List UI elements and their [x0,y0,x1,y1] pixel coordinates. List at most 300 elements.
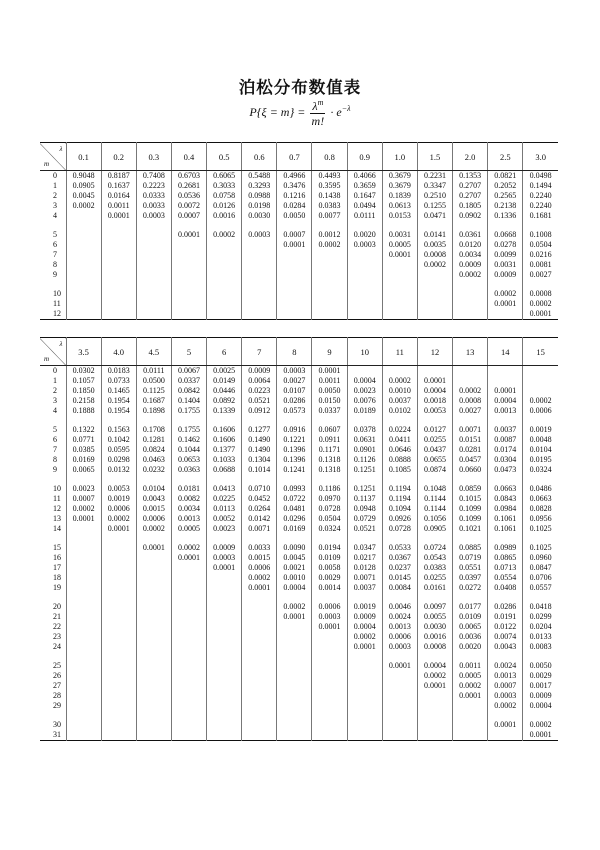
gap-cell [66,711,101,720]
formula-numerator [310,96,325,114]
gap-cell [136,475,171,484]
probability-cell: 0.1194 [382,494,417,504]
probability-cell [382,671,417,681]
probability-cell [277,632,312,642]
probability-cell: 0.0847 [529,563,552,572]
gap-cell [101,652,136,661]
probability-cell: 0.0001 [529,309,552,318]
probability-cell: 0.0072 [171,201,206,211]
probability-cell: 0.1094 [382,504,417,514]
probability-cell: 0.0002 [382,376,417,386]
m-value: 5 [40,425,66,435]
probability-cell: 0.1404 [171,396,206,406]
probability-cell [453,701,488,711]
probability-cell: 0.1048 [417,484,452,494]
probability-cell [101,632,136,642]
probability-cell [207,632,242,642]
gap-cell [242,416,277,425]
table-row [40,230,558,240]
gap-cell [207,652,242,661]
group-gap [40,221,558,230]
probability-cell: 0.0001 [207,563,242,573]
probability-cell: 0.0007 [171,211,206,221]
gap-cell [417,534,452,543]
poisson-formula [0,96,600,130]
probability-cell: 0.0004 [417,661,452,671]
probability-cell: 0.3659 [347,181,382,191]
probability-cell [171,563,206,573]
probability-cell: 0.0471 [417,211,452,221]
probability-cell [66,563,101,573]
probability-cell: 0.0104 [136,484,171,494]
probability-cell: 0.0223 [242,386,277,396]
probability-cell: 0.0004 [277,583,312,593]
probability-cell: 0.0019 [529,425,552,434]
probability-cell: 0.4066 [347,171,382,182]
probability-cell: 0.0002 [453,386,488,396]
header-row [40,338,558,366]
lambda-header: 1.0 [382,143,417,171]
probability-cell: 0.0023 [207,524,242,534]
gap-cell [453,534,488,543]
corner-cell [40,338,66,366]
probability-cell: 0.0009 [453,260,488,270]
probability-cell: 0.0408 [488,583,523,593]
gap-cell [382,711,417,720]
table-row [40,612,558,622]
probability-cell [417,701,452,711]
probability-cell [171,632,206,642]
probability-cell: 0.1647 [347,191,382,201]
corner-m-label: m [44,355,50,363]
probability-cell: 0.0337 [171,376,206,386]
probability-cell: 0.1014 [242,465,277,475]
gap-cell [40,475,66,484]
probability-cell [207,289,242,299]
gap-cell [101,711,136,720]
probability-cell: 0.0183 [101,366,136,377]
probability-cell: 0.0005 [382,240,417,250]
probability-cell: 0.0002 [529,396,552,405]
probability-cell: 0.0278 [488,240,523,250]
probability-cell [242,612,277,622]
lambda-header: 5 [171,338,206,366]
probability-cell [382,701,417,711]
probability-cell: 0.0071 [347,573,382,583]
lambda-header: 10 [347,338,382,366]
probability-cell: 0.0006 [101,504,136,514]
probability-cell: 0.0413 [207,484,242,494]
probability-cell: 0.0905 [417,524,452,534]
probability-cell: 0.0001 [171,553,206,563]
gap-cell [488,416,523,425]
probability-cell: 0.0926 [382,514,417,524]
gap-cell [101,475,136,484]
probability-cell [136,260,171,270]
m-value: 30 [40,720,66,730]
probability-cell: 0.1056 [417,514,452,524]
probability-cell: 0.0002 [347,632,382,642]
probability-cell: 0.1490 [242,435,277,445]
table-row [40,201,558,211]
probability-cell: 0.3679 [382,171,417,182]
probability-cell: 0.0993 [277,484,312,494]
probability-cell: 0.0722 [277,494,312,504]
probability-cell: 0.0024 [488,661,523,671]
probability-cell [66,612,101,622]
probability-cell: 0.0498 [529,171,552,180]
corner-cell [40,143,66,171]
probability-cell: 0.1755 [171,406,206,416]
probability-cell: 0.0217 [347,553,382,563]
probability-cell: 0.0418 [529,602,552,611]
probability-cell [277,701,312,711]
probability-cell [136,230,171,240]
probability-cell: 0.0002 [529,299,552,308]
gap-cell [101,416,136,425]
group-gap [40,711,558,720]
probability-cell: 0.0011 [101,201,136,211]
probability-cell: 0.1318 [312,465,347,475]
probability-cell [171,671,206,681]
probability-cell [101,260,136,270]
probability-cell: 0.0074 [488,632,523,642]
probability-cell: 0.0008 [453,396,488,406]
probability-cell: 0.0009 [207,543,242,553]
probability-cell: 0.0367 [382,553,417,563]
probability-cell [136,691,171,701]
probability-cell: 0.0002 [136,524,171,534]
probability-cell: 0.2510 [417,191,452,201]
table-row [40,543,558,553]
probability-cell: 0.1954 [101,406,136,416]
gap-cell [382,475,417,484]
probability-cell: 0.0009 [242,366,277,377]
probability-cell: 0.1126 [347,455,382,465]
probability-cell: 0.0970 [312,494,347,504]
probability-cell: 0.0003 [382,642,417,652]
probability-cell: 0.0255 [417,435,452,445]
gap-cell [66,475,101,484]
probability-cell: 0.0029 [312,573,347,583]
gap-cell [171,593,206,602]
probability-cell: 0.1015 [453,494,488,504]
probability-cell: 0.1186 [312,484,347,494]
gap-cell [40,711,66,720]
probability-cell: 0.0557 [529,583,552,592]
probability-cell: 0.0004 [488,396,523,406]
m-value: 24 [40,642,66,652]
gap-cell [523,593,558,602]
probability-cell [101,543,136,553]
probability-cell [136,270,171,280]
probability-cell [207,309,242,320]
probability-cell: 0.0053 [101,484,136,494]
probability-cell [101,622,136,632]
gap-cell [40,593,66,602]
group-gap [40,280,558,289]
probability-cell: 0.0002 [488,289,523,299]
gap-cell [242,475,277,484]
gap-cell [488,711,523,720]
gap-cell [207,534,242,543]
probability-cell: 0.0001 [242,583,277,593]
table-row [40,642,558,652]
probability-cell [136,632,171,642]
gap-cell [101,280,136,289]
probability-cell [347,309,382,320]
m-value: 0 [40,366,66,377]
probability-cell: 0.0892 [207,396,242,406]
probability-cell: 0.0027 [277,376,312,386]
table-row [40,366,558,377]
probability-cell [136,701,171,711]
probability-cell [207,602,242,612]
m-value: 3 [40,396,66,406]
probability-cell: 0.1277 [242,425,277,435]
probability-cell: 0.0843 [488,494,523,504]
gap-cell [312,593,347,602]
m-value: 6 [40,435,66,445]
probability-cell: 0.2231 [417,171,452,182]
probability-cell [66,211,101,221]
probability-cell [207,701,242,711]
probability-cell [66,309,101,320]
group-gap [40,475,558,484]
probability-cell: 0.0002 [101,514,136,524]
probability-cell: 0.1462 [171,435,206,445]
table-row [40,465,558,475]
probability-cell: 0.0064 [242,376,277,386]
probability-cell: 0.0002 [453,681,488,691]
probability-cell: 0.0177 [453,602,488,612]
gap-cell [207,221,242,230]
probability-cell: 0.0988 [242,191,277,201]
probability-cell: 0.1606 [207,425,242,435]
probability-cell: 0.0001 [488,386,523,396]
probability-cell [488,366,523,377]
lambda-header: 0.3 [136,143,171,171]
probability-cell: 0.1490 [242,445,277,455]
probability-cell: 0.0719 [453,553,488,563]
probability-cell: 0.1085 [382,465,417,475]
probability-cell [207,730,242,741]
gap-cell [417,416,452,425]
gap-cell [382,280,417,289]
probability-cell [66,602,101,612]
probability-cell [417,730,452,741]
probability-cell: 0.0153 [382,211,417,221]
probability-cell: 0.0037 [382,396,417,406]
probability-cell: 0.0013 [171,514,206,524]
probability-cell: 0.3293 [242,181,277,191]
probability-cell: 0.0655 [417,455,452,465]
probability-cell [171,260,206,270]
corner-m-label: m [44,160,50,168]
table-row [40,435,558,445]
probability-cell: 0.0010 [382,386,417,396]
probability-cell: 0.0001 [66,514,101,524]
probability-cell: 0.1137 [347,494,382,504]
probability-cell: 0.0045 [66,191,101,201]
probability-cell [312,701,347,711]
probability-cell: 0.0198 [242,201,277,211]
probability-cell: 0.0082 [171,494,206,504]
gap-cell [453,475,488,484]
gap-cell [312,711,347,720]
gap-cell [40,534,66,543]
probability-cell: 0.0385 [66,445,101,455]
lambda-header: 14 [488,338,523,366]
probability-cell: 0.0169 [66,455,101,465]
gap-cell [417,593,452,602]
probability-cell [347,730,382,741]
table-row [40,671,558,681]
probability-cell: 0.0842 [171,386,206,396]
gap-cell [171,221,206,230]
probability-cell: 0.0191 [488,612,523,622]
gap-cell [40,416,66,425]
probability-cell: 0.0956 [529,514,552,523]
gap-cell [523,416,558,425]
m-value: 20 [40,602,66,612]
probability-cell: 0.0111 [347,211,382,221]
probability-cell: 0.0002 [529,720,552,729]
probability-cell [66,524,101,534]
probability-cell: 0.0001 [417,681,452,691]
probability-cell: 0.0037 [347,583,382,593]
probability-cell: 0.0053 [417,406,452,416]
probability-cell: 0.0027 [529,270,552,279]
gap-cell [242,534,277,543]
probability-cell: 0.0046 [382,602,417,612]
gap-cell [488,652,523,661]
probability-cell [417,720,452,730]
probability-cell: 0.0003 [312,612,347,622]
probability-cell: 0.0706 [529,573,552,582]
probability-cell [242,691,277,701]
probability-cell: 0.0132 [101,465,136,475]
probability-cell: 0.1888 [66,406,101,416]
probability-cell: 0.0145 [382,573,417,583]
probability-cell: 0.0077 [312,211,347,221]
gap-cell [523,534,558,543]
probability-cell [347,260,382,270]
gap-cell [136,416,171,425]
probability-cell: 0.0001 [488,720,523,730]
probability-cell: 0.1221 [277,435,312,445]
probability-cell: 0.0486 [529,484,552,493]
gap-cell [488,475,523,484]
probability-cell: 0.0006 [136,514,171,524]
probability-cell: 0.0002 [417,260,452,270]
formula-denominator: m! [311,114,325,128]
probability-cell: 0.0521 [242,396,277,406]
m-value: 16 [40,553,66,563]
probability-cell: 0.0025 [207,366,242,377]
probability-cell [312,661,347,671]
probability-cell [523,376,558,386]
probability-cell: 0.0003 [347,240,382,250]
probability-cell: 0.0033 [136,201,171,211]
probability-cell: 0.0631 [347,435,382,445]
probability-cell: 0.0989 [488,543,523,553]
probability-cell [347,250,382,260]
m-value: 13 [40,514,66,524]
probability-cell: 0.0030 [417,622,452,632]
table-row [40,455,558,465]
probability-cell: 0.1042 [101,435,136,445]
table-row [40,514,558,524]
probability-cell: 0.0264 [242,504,277,514]
probability-cell [171,691,206,701]
probability-cell [277,309,312,320]
probability-cell: 0.1255 [417,201,452,211]
probability-cell: 0.0097 [417,602,452,612]
probability-cell [277,289,312,299]
probability-cell: 0.0002 [242,573,277,583]
probability-cell: 0.0284 [277,201,312,211]
gap-cell [277,416,312,425]
table-row [40,289,558,299]
m-value: 3 [40,201,66,211]
probability-cell: 0.0002 [312,240,347,250]
group-gap [40,652,558,661]
probability-cell [207,622,242,632]
probability-cell [312,309,347,320]
probability-cell [171,642,206,652]
probability-cell: 0.0113 [207,504,242,514]
probability-cell [207,260,242,270]
probability-cell: 0.0003 [488,691,523,701]
m-value: 12 [40,309,66,320]
gap-cell [382,534,417,543]
probability-cell [488,309,523,320]
probability-cell [66,622,101,632]
gap-cell [136,593,171,602]
probability-cell: 0.1025 [529,543,552,552]
probability-cell: 0.0960 [529,553,552,562]
probability-cell [312,260,347,270]
probability-cell [312,250,347,260]
probability-cell [312,730,347,741]
probability-cell [312,691,347,701]
probability-cell: 0.0065 [66,465,101,475]
probability-cell [101,230,136,240]
probability-cell [417,366,452,377]
m-value: 11 [40,299,66,309]
probability-cell [171,681,206,691]
probability-cell: 0.2223 [136,181,171,191]
probability-cell: 0.2240 [529,201,552,210]
probability-cell: 0.0043 [136,494,171,504]
probability-cell: 0.0733 [101,376,136,386]
probability-cell [136,240,171,250]
probability-cell: 0.1563 [101,425,136,435]
gap-cell [171,416,206,425]
probability-cell [242,701,277,711]
table-row [40,181,558,191]
gap-cell [382,416,417,425]
table-row [40,583,558,593]
probability-cell: 0.0128 [347,563,382,573]
probability-cell: 0.0002 [453,270,488,280]
probability-cell [101,299,136,309]
probability-cell: 0.0045 [277,553,312,563]
probability-cell: 0.0660 [453,465,488,475]
probability-cell: 0.1954 [101,396,136,406]
probability-cell [523,366,558,377]
